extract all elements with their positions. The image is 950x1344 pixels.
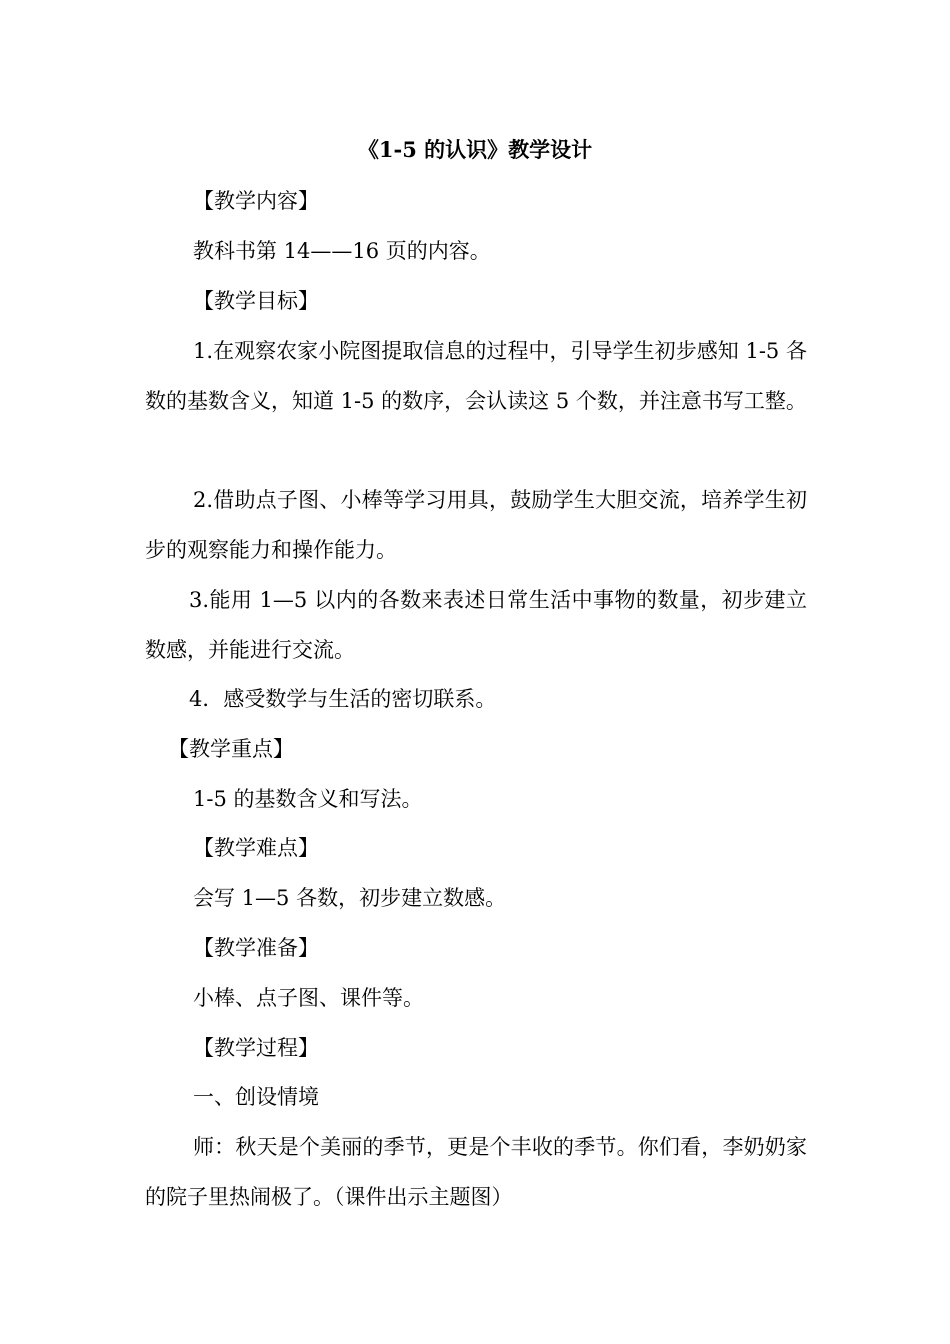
section-heading-1: 一、创设情境 <box>193 1085 319 1109</box>
teaching-content-text: 教科书第 14——16 页的内容。 <box>193 239 491 263</box>
teaching-goal-1: 1.在观察农家小院图提取信息的过程中，引导学生初步感知 1-5 各数的基数含义，知道 1-5 的数序，会认读这 5 个数，并注意书写工整。 <box>145 339 807 413</box>
teaching-goal-3: 3.能用 1—5 以内的各数来表述日常生活中事物的数量，初步建立数感，并能进行交流。 <box>145 588 807 662</box>
teaching-content-heading: 【教学内容】 <box>193 189 319 213</box>
teaching-difficulty-text: 会写 1—5 各数，初步建立数感。 <box>193 886 507 910</box>
teaching-key-heading: 【教学重点】 <box>168 737 294 761</box>
document-title: 《1-5 的认识》教学设计 <box>357 137 593 162</box>
teaching-goal-2: 2.借助点子图、小棒等学习用具，鼓励学生大胆交流，培养学生初步的观察能力和操作能力。 <box>145 488 807 562</box>
teaching-goals-heading: 【教学目标】 <box>193 289 319 313</box>
teaching-prep-text: 小棒、点子图、课件等。 <box>193 986 424 1010</box>
teaching-goal-4: 4．感受数学与生活的密切联系。 <box>189 687 497 711</box>
teaching-difficulty-heading: 【教学难点】 <box>193 836 319 860</box>
teaching-process-heading: 【教学过程】 <box>193 1036 319 1060</box>
teaching-key-text: 1-5 的基数含义和写法。 <box>193 787 423 811</box>
teacher-dialogue: 师：秋天是个美丽的季节，更是个丰收的季节。你们看，李奶奶家的院子里热闹极了。（课件出示主题图） <box>145 1135 807 1209</box>
teaching-prep-heading: 【教学准备】 <box>193 936 319 960</box>
